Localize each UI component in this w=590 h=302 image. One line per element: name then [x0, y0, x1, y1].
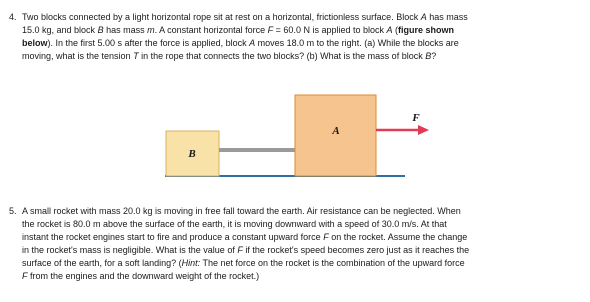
force-label: F: [412, 112, 420, 124]
block-a-label: A: [332, 125, 340, 137]
rope: [219, 148, 295, 152]
problem-4-number: 4.: [9, 12, 17, 22]
problem-5-line: instant the rocket engines start to fire and produce a constant upward force F on the rocket. Assume the change: [22, 232, 468, 242]
problem-5-line: the rocket is 80.0 m above the surface of the earth, it is moving downward with a speed of 30.0 m/s. At that: [22, 219, 447, 229]
problem-5-line: F from the engines and the downward weight of the rocket.): [22, 271, 260, 281]
problem-5-number: 5.: [9, 206, 17, 216]
force-arrow-head: [418, 125, 429, 135]
problem-5-line: A small rocket with mass 20.0 kg is moving in free fall toward the earth. Air resistance can be neglected. When: [22, 206, 461, 216]
problem-4-line: below). In the first 5.00 s after the force is applied, block A moves 18.0 m to the right. (a) While the blocks are: [22, 38, 459, 48]
problem-5-line: in the rocket's mass is negligible. What is the value of F if the rocket's speed becomes zero just as it reaches the: [22, 245, 470, 255]
block-b-label: B: [188, 148, 196, 160]
problem-5-line: surface of the earth, for a soft landing? (Hint: The net force on the rocket is the combination of the upward force: [22, 258, 465, 268]
problem-4-line: moving, what is the tension T in the rope that connects the two blocks? (b) What is the mass of block B?: [22, 51, 437, 61]
problem-4-line: 15.0 kg, and block B has mass m. A constant horizontal force F = 60.0 N is applied to block A (figure shown: [22, 25, 455, 35]
problem-4-line: Two blocks connected by a light horizontal rope sit at rest on a horizontal, frictionless surface. Block A has mass: [22, 12, 468, 22]
